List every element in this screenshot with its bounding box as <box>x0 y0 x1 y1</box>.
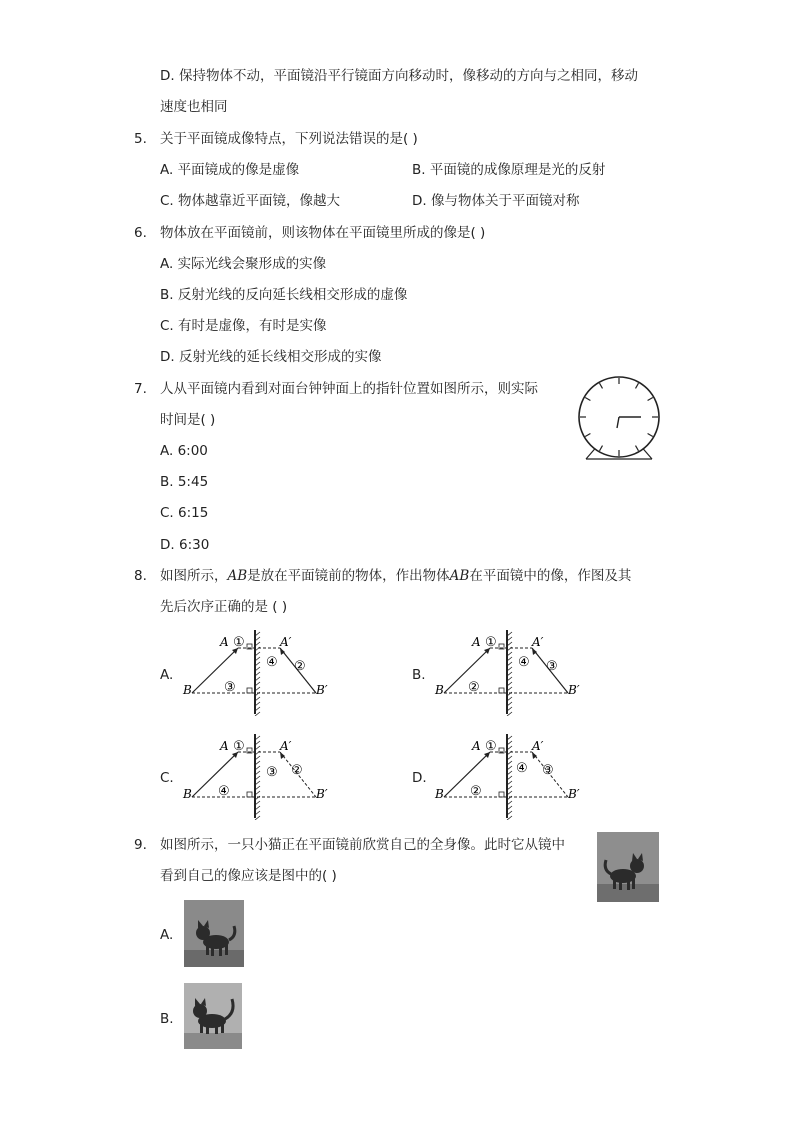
step-top: ① <box>233 739 245 754</box>
q9-option-b-label[interactable]: B. <box>160 1011 174 1027</box>
q6-option-b[interactable]: B. 反射光线的反向延长线相交形成的虚像 <box>160 287 408 303</box>
step-right: ④ <box>516 761 528 776</box>
object-arrow-ab <box>444 752 490 797</box>
label-a: A <box>472 739 481 753</box>
label-b: B <box>435 683 444 697</box>
clock-figure <box>574 372 664 466</box>
mirror-icon <box>507 734 512 820</box>
mirror-icon <box>255 630 260 716</box>
cat-photo-option-a[interactable] <box>184 900 244 967</box>
q8-stem-pre: 如图所示， <box>160 568 228 584</box>
q6-option-a[interactable]: A. 实际光线会聚形成的实像 <box>160 256 327 272</box>
clock-face-icon <box>579 377 659 457</box>
label-b-prime: B′ <box>316 683 328 697</box>
q8-stem-ab1: AB <box>227 568 248 584</box>
step-right: ④ <box>266 655 278 670</box>
q8-option-d-label[interactable]: D. <box>412 770 427 786</box>
q8-number: 8. <box>134 568 147 584</box>
label-a-prime: A′ <box>280 635 292 649</box>
q8-stem-post: 在平面镜中的像，作图及其 <box>469 568 632 584</box>
cat-photo-option-b[interactable] <box>184 983 242 1049</box>
q7-option-b[interactable]: B. 5:45 <box>160 474 209 490</box>
q8-stem-line2: 先后次序正确的是 ( ) <box>160 599 288 615</box>
step-diag: ② <box>294 659 306 674</box>
q8-diagram-d <box>432 732 582 820</box>
step-diag: ③ <box>542 763 554 778</box>
label-b-prime: B′ <box>568 787 580 801</box>
label-b: B <box>435 787 444 801</box>
q6-option-c[interactable]: C. 有时是虚像，有时是实像 <box>160 318 327 334</box>
q9-number: 9. <box>134 837 147 853</box>
label-a-prime: A′ <box>280 739 292 753</box>
q9-stem-line1: 如图所示，一只小猫正在平面镜前欣赏自己的全身像。此时它从镜中 <box>160 837 565 853</box>
step-bottom: ③ <box>224 680 236 695</box>
step-top: ① <box>485 635 497 650</box>
label-b: B <box>183 787 192 801</box>
step-right: ③ <box>266 765 278 780</box>
label-a-prime: A′ <box>532 739 544 753</box>
q7-number: 7. <box>134 381 147 397</box>
cat-photo-question <box>597 832 659 902</box>
step-bottom: ② <box>468 680 480 695</box>
q8-stem-mid: 是放在平面镜前的物体，作出物体 <box>247 568 450 584</box>
q6-stem: 物体放在平面镜前，则该物体在平面镜里所成的像是( ) <box>160 225 486 241</box>
q5-number: 5. <box>134 131 147 147</box>
q7-option-d[interactable]: D. 6:30 <box>160 537 210 553</box>
q4-option-d-line2: 速度也相同 <box>160 99 228 115</box>
q5-option-d[interactable]: D. 像与物体关于平面镜对称 <box>412 193 580 209</box>
label-b-prime: B′ <box>568 683 580 697</box>
step-top: ① <box>485 739 497 754</box>
q7-option-a[interactable]: A. 6:00 <box>160 443 208 459</box>
q5-option-c[interactable]: C. 物体越靠近平面镜，像越大 <box>160 193 341 209</box>
q5-option-a[interactable]: A. 平面镜成的像是虚像 <box>160 162 300 178</box>
q7-option-c[interactable]: C. 6:15 <box>160 505 209 521</box>
q8-diagram-c <box>180 732 330 820</box>
label-a: A <box>472 635 481 649</box>
step-top: ① <box>233 635 245 650</box>
q5-stem: 关于平面镜成像特点，下列说法错误的是( ) <box>160 131 418 147</box>
q8-option-a-label[interactable]: A. <box>160 667 174 683</box>
q6-option-d[interactable]: D. 反射光线的延长线相交形成的实像 <box>160 349 382 365</box>
object-arrow-ab <box>444 648 490 693</box>
q8-diagram-a <box>180 628 330 716</box>
q9-stem-line2: 看到自己的像应该是图中的( ) <box>160 868 337 884</box>
q4-option-d-line1: D. 保持物体不动，平面镜沿平行镜面方向移动时，像移动的方向与之相同，移动 <box>160 68 638 84</box>
label-a: A <box>220 739 229 753</box>
q6-number: 6. <box>134 225 147 241</box>
q8-stem-line1 <box>160 567 631 585</box>
q8-diagram-b <box>432 628 582 716</box>
mirror-icon <box>507 630 512 716</box>
step-bottom: ② <box>470 784 482 799</box>
q5-option-b[interactable]: B. 平面镜的成像原理是光的反射 <box>412 162 606 178</box>
step-diag: ③ <box>546 659 558 674</box>
label-a: A <box>220 635 229 649</box>
label-b-prime: B′ <box>316 787 328 801</box>
step-right: ④ <box>518 655 530 670</box>
step-bottom: ④ <box>218 784 230 799</box>
mirror-icon <box>255 734 260 820</box>
q8-option-c-label[interactable]: C. <box>160 770 174 786</box>
q8-option-b-label[interactable]: B. <box>412 667 426 683</box>
label-a-prime: A′ <box>532 635 544 649</box>
object-arrow-ab <box>192 752 238 797</box>
step-diag: ② <box>291 763 303 778</box>
q7-stem-line2: 时间是( ) <box>160 412 216 428</box>
q8-stem-ab2: AB <box>449 568 470 584</box>
label-b: B <box>183 683 192 697</box>
q9-option-a-label[interactable]: A. <box>160 927 174 943</box>
q7-stem-line1: 人从平面镜内看到对面台钟钟面上的指针位置如图所示，则实际 <box>160 381 538 397</box>
